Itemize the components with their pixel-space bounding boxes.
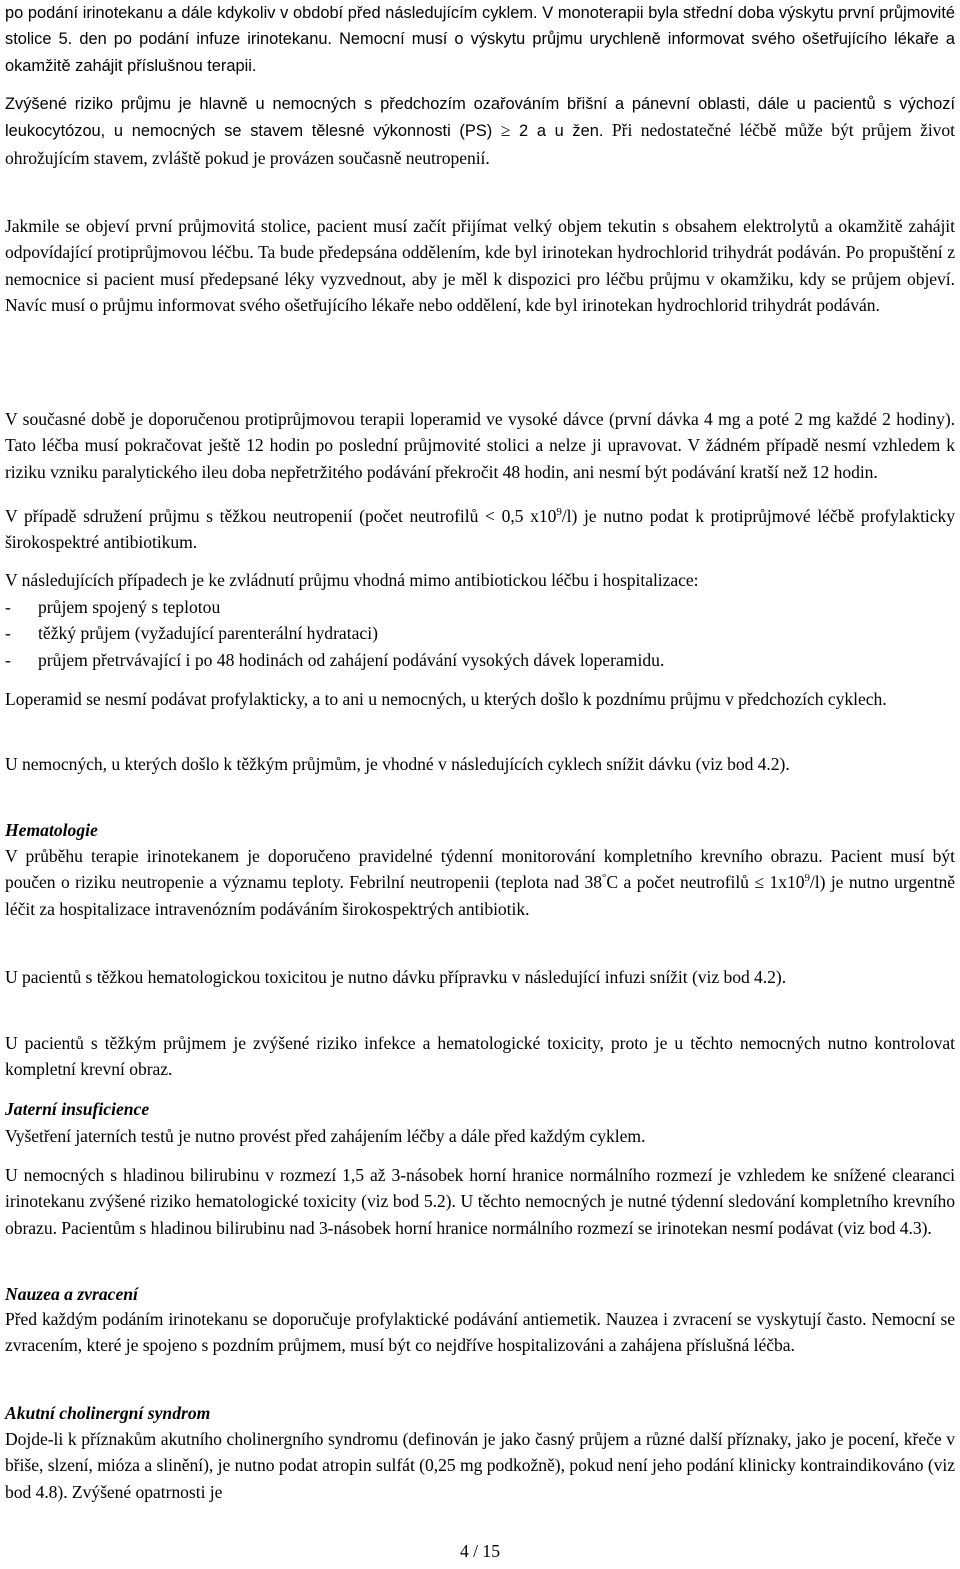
paragraph-first-stool: Jakmile se objeví první průjmovitá stolice, pacient musí začít přijímat velký objem tekutin s obsahem elektrolytů a okamžitě zahájit odpovídající protiprůjmovou léčbu. Ta bude předepsána oddělením, kde byl irinotekan hydrochlorid trihydrát podáván. Po propuštění z nemocnice si pacient musí předepsané léky vyzvednout, aby je měl k dispozici pro léčbu průjmu v okamžiku, kdy se průjem objeví. Navíc musí o průjmu informovat svého ošetřujícího lékaře nebo oddělení, kde byl irinotekan hydrochlorid trihydrát podáván. [5, 216, 955, 316]
less-equal-symbol: ≤ [754, 872, 764, 893]
list-item-text: průjem spojený s teplotou [38, 597, 221, 617]
hospitalization-cases-list [5, 594, 955, 673]
hem-text-c: 1x10 [764, 872, 805, 893]
list-item [5, 647, 955, 673]
paragraph-dose-reduction: U nemocných, u kterých došlo k těžkým průjmům, je vhodné v následujících cyklech snížit dávku (viz bod 4.2). [5, 754, 790, 774]
list-item-text: těžký průjem (vyžadující parenterální hydrataci) [38, 623, 378, 644]
heading-nausea: Nauzea a zvracení [5, 1284, 138, 1304]
heading-hematology: Hematologie [5, 820, 98, 840]
paragraph-diarrhea-risk [5, 90, 955, 171]
paragraph-neutropenia [5, 503, 955, 556]
paragraph-hematology [5, 843, 955, 922]
list-dash: - [5, 623, 11, 644]
page-number: 4 / 15 [459, 1541, 501, 1561]
paragraph-hematologic-toxicity: U pacientů s těžkou hematologickou toxicitou je nutno dávku přípravku v následující infuzi snížit (viz bod 4.2). [5, 967, 787, 987]
list-dash: - [5, 649, 11, 670]
paragraph-bilirubin: U nemocných s hladinou bilirubinu v rozmezí 1,5 až 3-násobek horní hranice normálního rozmezí je vzhledem ke snížené clearanci irinotekanu zvýšené riziko hematologické toxicity (viz bod 5.2). U těchto nemocných je nutné týdenní sledování kompletního krevního obrazu. Pacientům s hladinou bilirubinu nad 3-násobek horní hranice normálního rozmezí se irinotekan nesmí podávat (viz bod 4.3). [5, 1165, 955, 1238]
heading-cholinergic-syndrome: Akutní cholinergní syndrom [5, 1403, 211, 1423]
heading-liver-insufficiency: Jaterní insuficience [5, 1099, 150, 1119]
list-dash: - [5, 597, 11, 617]
paragraph-hospitalization-intro: V následujících případech je ke zvládnutí průjmu vhodná mimo antibiotickou léčbu i hospitalizace: [5, 570, 699, 590]
paragraph-cholinergic: Dojde-li k příznakům akutního cholinergního syndromu (definován je jako časný průjem a různé další příznaky, jako je pocení, křeče v břiše, slzení, mióza a slinění), je nutno podat atropin sulfát (0,25 mg podkožně), pokud není jeho podání klinicky kontraindikováno (viz bod 4.8). Zvýšené opatrnosti je [5, 1429, 955, 1502]
paragraph-liver-tests: Vyšetření jaterních testů je nutno provést před zahájením léčby a dále před každým cyklem. [5, 1126, 646, 1146]
risk-text-sans-end: 2 a u žen. [510, 122, 604, 141]
paragraph-infection-risk: U pacientů s těžkým průjmem je zvýšené riziko infekce a hematologické toxicity, proto je u těchto nemocných nutno kontrolovat kompletní krevní obraz. [5, 1033, 955, 1080]
neutro-text-a: V případě sdružení průjmu s těžkou neutropenií (počet neutrofilů < 0,5 x10 [5, 506, 557, 526]
hem-text-a: V průběhu terapie irinotekanem je doporučeno pravidelné týdenní monitorování kompletního krevního obrazu. Pacient musí být poučen o riziku neutropenie a významu teploty. Febrilní neutropenii (teplota nad 38 [5, 846, 955, 893]
paragraph-loperamide: V současné době je doporučenou protiprůjmovou terapii loperamid ve vysoké dávce (první dávka 4 mg a poté 2 mg každé 2 hodiny). Tato léčba musí pokračovat ještě 12 hodin po poslední průjmovité stolici a nelze ji upravovat. V žádném případě nesmí vzhledem k riziku vzniku paralytického ileu doba nepřetržitého podávání překročit 48 hodin, ani nesmí být podávání kratší než 12 hodin. [5, 409, 955, 482]
paragraph-nausea: Před každým podáním irinotekanu se doporučuje profylaktické podávání antiemetik. Nauzea i zvracení se vyskytují často. Nemocní se zvracením, které je spojeno s pozdním průjmem, musí být co nejdříve hospitalizováni a zahájena příslušná léčba. [5, 1309, 955, 1356]
list-item [5, 620, 955, 646]
hem-exponent: 9 [804, 872, 810, 885]
degree-symbol: ° [602, 872, 607, 885]
greater-equal-symbol: ≥ [500, 120, 511, 141]
list-item-text: průjem přetrvávající i po 48 hodinách od zahájení podávání vysokých dávek loperamidu. [38, 649, 665, 670]
risk-text-serif: Při nedostatečné léčbě může být průjem život ohrožujícím stavem, zvláště pokud je provázen současně neutropenií. [5, 120, 956, 168]
neutro-text-b: /l) je nutno podat k protiprůjmové léčbě profylakticky širokospektré antibiotikum. [5, 506, 956, 553]
paragraph-diarrhea-onset: po podání irinotekanu a dále kdykoliv v období před následujícím cyklem. V monoterapii byla střední doba výskytu první průjmovité stolice 5. den po podání infuze irinotekanu. Nemocní musí o výskytu průjmu urychleně informovat svého ošetřujícího lékaře a okamžitě zahájit příslušnou terapii. [5, 4, 955, 75]
hem-text-b: C a počet neutrofilů [606, 872, 755, 893]
risk-text-sans: Zvýšené riziko průjmu je hlavně u nemocných s předchozím ozařováním břišní a pánevní oblasti, dále u pacientů s výchozí leukocytózou, u nemocných se stavem tělesné výkonnosti (PS) [5, 95, 955, 141]
paragraph-prophylaxis: Loperamid se nesmí podávat profylakticky, a to ani u nemocných, u kterých došlo k pozdnímu průjmu v předchozích cyklech. [5, 689, 887, 709]
neutro-exponent: 9 [556, 506, 562, 518]
list-item [5, 594, 955, 620]
hem-text-d: /l) je nutno urgentně léčit za hospitalizace intravenózním podáváním širokospektrých antibiotik. [5, 872, 956, 919]
